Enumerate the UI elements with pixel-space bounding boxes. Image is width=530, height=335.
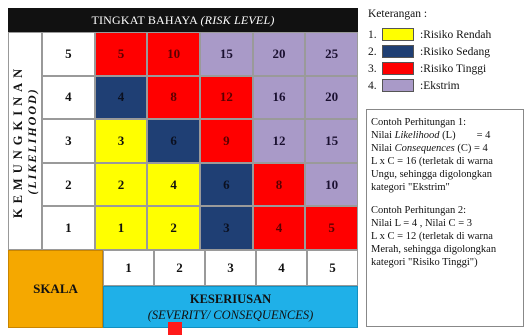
risk-cell: 6 — [200, 163, 253, 207]
legend-item-number: 1. — [368, 28, 377, 41]
risk-cell: 9 — [200, 119, 253, 163]
severity-scale-numbers — [103, 250, 358, 286]
risk-cell: 3 — [200, 206, 253, 250]
risk-cell: 3 — [95, 119, 148, 163]
risk-cell: 16 — [253, 76, 306, 120]
legend-item-label: :Risiko Sedang — [420, 45, 490, 58]
legend-swatch — [382, 79, 414, 92]
legend-item-label: :Risiko Rendah — [420, 28, 492, 41]
severity-label-sub: (SEVERITY/ CONSEQUENCES) — [147, 308, 314, 322]
legend-item-label: :Ekstrim — [420, 79, 460, 92]
severity-scale-number: 2 — [154, 250, 205, 286]
example2-title: Contoh Perhitungan 2: — [371, 205, 467, 216]
scale-label: SKALA — [8, 250, 103, 328]
legend-swatch — [382, 28, 414, 41]
risk-cell: 8 — [147, 76, 200, 120]
severity-axis-label — [103, 286, 358, 328]
legend-item — [368, 43, 518, 60]
severity-scale-number: 4 — [256, 250, 307, 286]
risk-cell: 15 — [305, 119, 358, 163]
example1-calculation: L x C = 16 (terletak di warna Ungu, sehingga digolongkan kategori "Ekstrim" — [371, 156, 493, 193]
risk-cell: 12 — [200, 76, 253, 120]
risk-cell: 5 — [305, 206, 358, 250]
header-title-italic: (RISK LEVEL) — [200, 13, 275, 27]
legend-item-label: :Risiko Tinggi — [420, 62, 487, 75]
matrix-grid — [42, 32, 358, 250]
risk-cell: 15 — [200, 32, 253, 76]
risk-cell: 2 — [95, 163, 148, 207]
risk-cell: 25 — [305, 32, 358, 76]
example2-values: Nilai L = 4 , Nilai C = 3 — [371, 218, 472, 229]
likelihood-row-label: 3 — [42, 119, 95, 163]
risk-cell: 10 — [305, 163, 358, 207]
example1-consequences: Nilai Consequences (C) = 4 — [371, 143, 488, 154]
legend-item — [368, 60, 518, 77]
likelihood-row-label: 4 — [42, 76, 95, 120]
likelihood-row-label: 2 — [42, 163, 95, 207]
risk-cell: 8 — [253, 163, 306, 207]
risk-cell: 20 — [305, 76, 358, 120]
legend-item-number: 4. — [368, 79, 377, 92]
likelihood-row-label: 1 — [42, 206, 95, 250]
legend-swatch — [382, 45, 414, 58]
legend-item — [368, 77, 518, 94]
red-marker — [168, 322, 182, 335]
legend — [368, 8, 518, 94]
legend-title: Keterangan : — [368, 8, 428, 20]
severity-label-main: KESERIUSAN — [189, 292, 272, 306]
header-title: TINGKAT BAHAYA — [91, 13, 201, 27]
risk-level-header — [8, 8, 358, 32]
likelihood-axis-label — [8, 32, 42, 250]
example1-title: Contoh Perhitungan 1: — [371, 117, 467, 128]
severity-scale-number: 1 — [103, 250, 154, 286]
risk-cell: 6 — [147, 119, 200, 163]
legend-swatch — [382, 62, 414, 75]
example2-calculation: L x C = 12 (terletak di warna Merah, sehingga digolongkan kategori "Risiko Tinggi") — [371, 231, 497, 268]
legend-item — [368, 26, 518, 43]
risk-cell: 4 — [147, 163, 200, 207]
risk-cell: 10 — [147, 32, 200, 76]
risk-cell: 2 — [147, 206, 200, 250]
severity-scale-number: 5 — [307, 250, 358, 286]
calculation-examples — [366, 109, 524, 327]
likelihood-label-sub: (LIKELIHOOD) — [25, 87, 39, 195]
example1-likelihood: Nilai Likelihood (L) = 4 — [371, 130, 491, 141]
risk-cell: 4 — [253, 206, 306, 250]
risk-cell: 4 — [95, 76, 148, 120]
risk-cell: 1 — [95, 206, 148, 250]
risk-cell: 5 — [95, 32, 148, 76]
risk-cell: 12 — [253, 119, 306, 163]
legend-item-number: 2. — [368, 45, 377, 58]
legend-item-number: 3. — [368, 62, 377, 75]
likelihood-label-main: KEMUNGKINAN — [11, 63, 25, 219]
severity-scale-number: 3 — [205, 250, 256, 286]
risk-cell: 20 — [253, 32, 306, 76]
risk-matrix — [8, 8, 358, 328]
likelihood-row-label: 5 — [42, 32, 95, 76]
